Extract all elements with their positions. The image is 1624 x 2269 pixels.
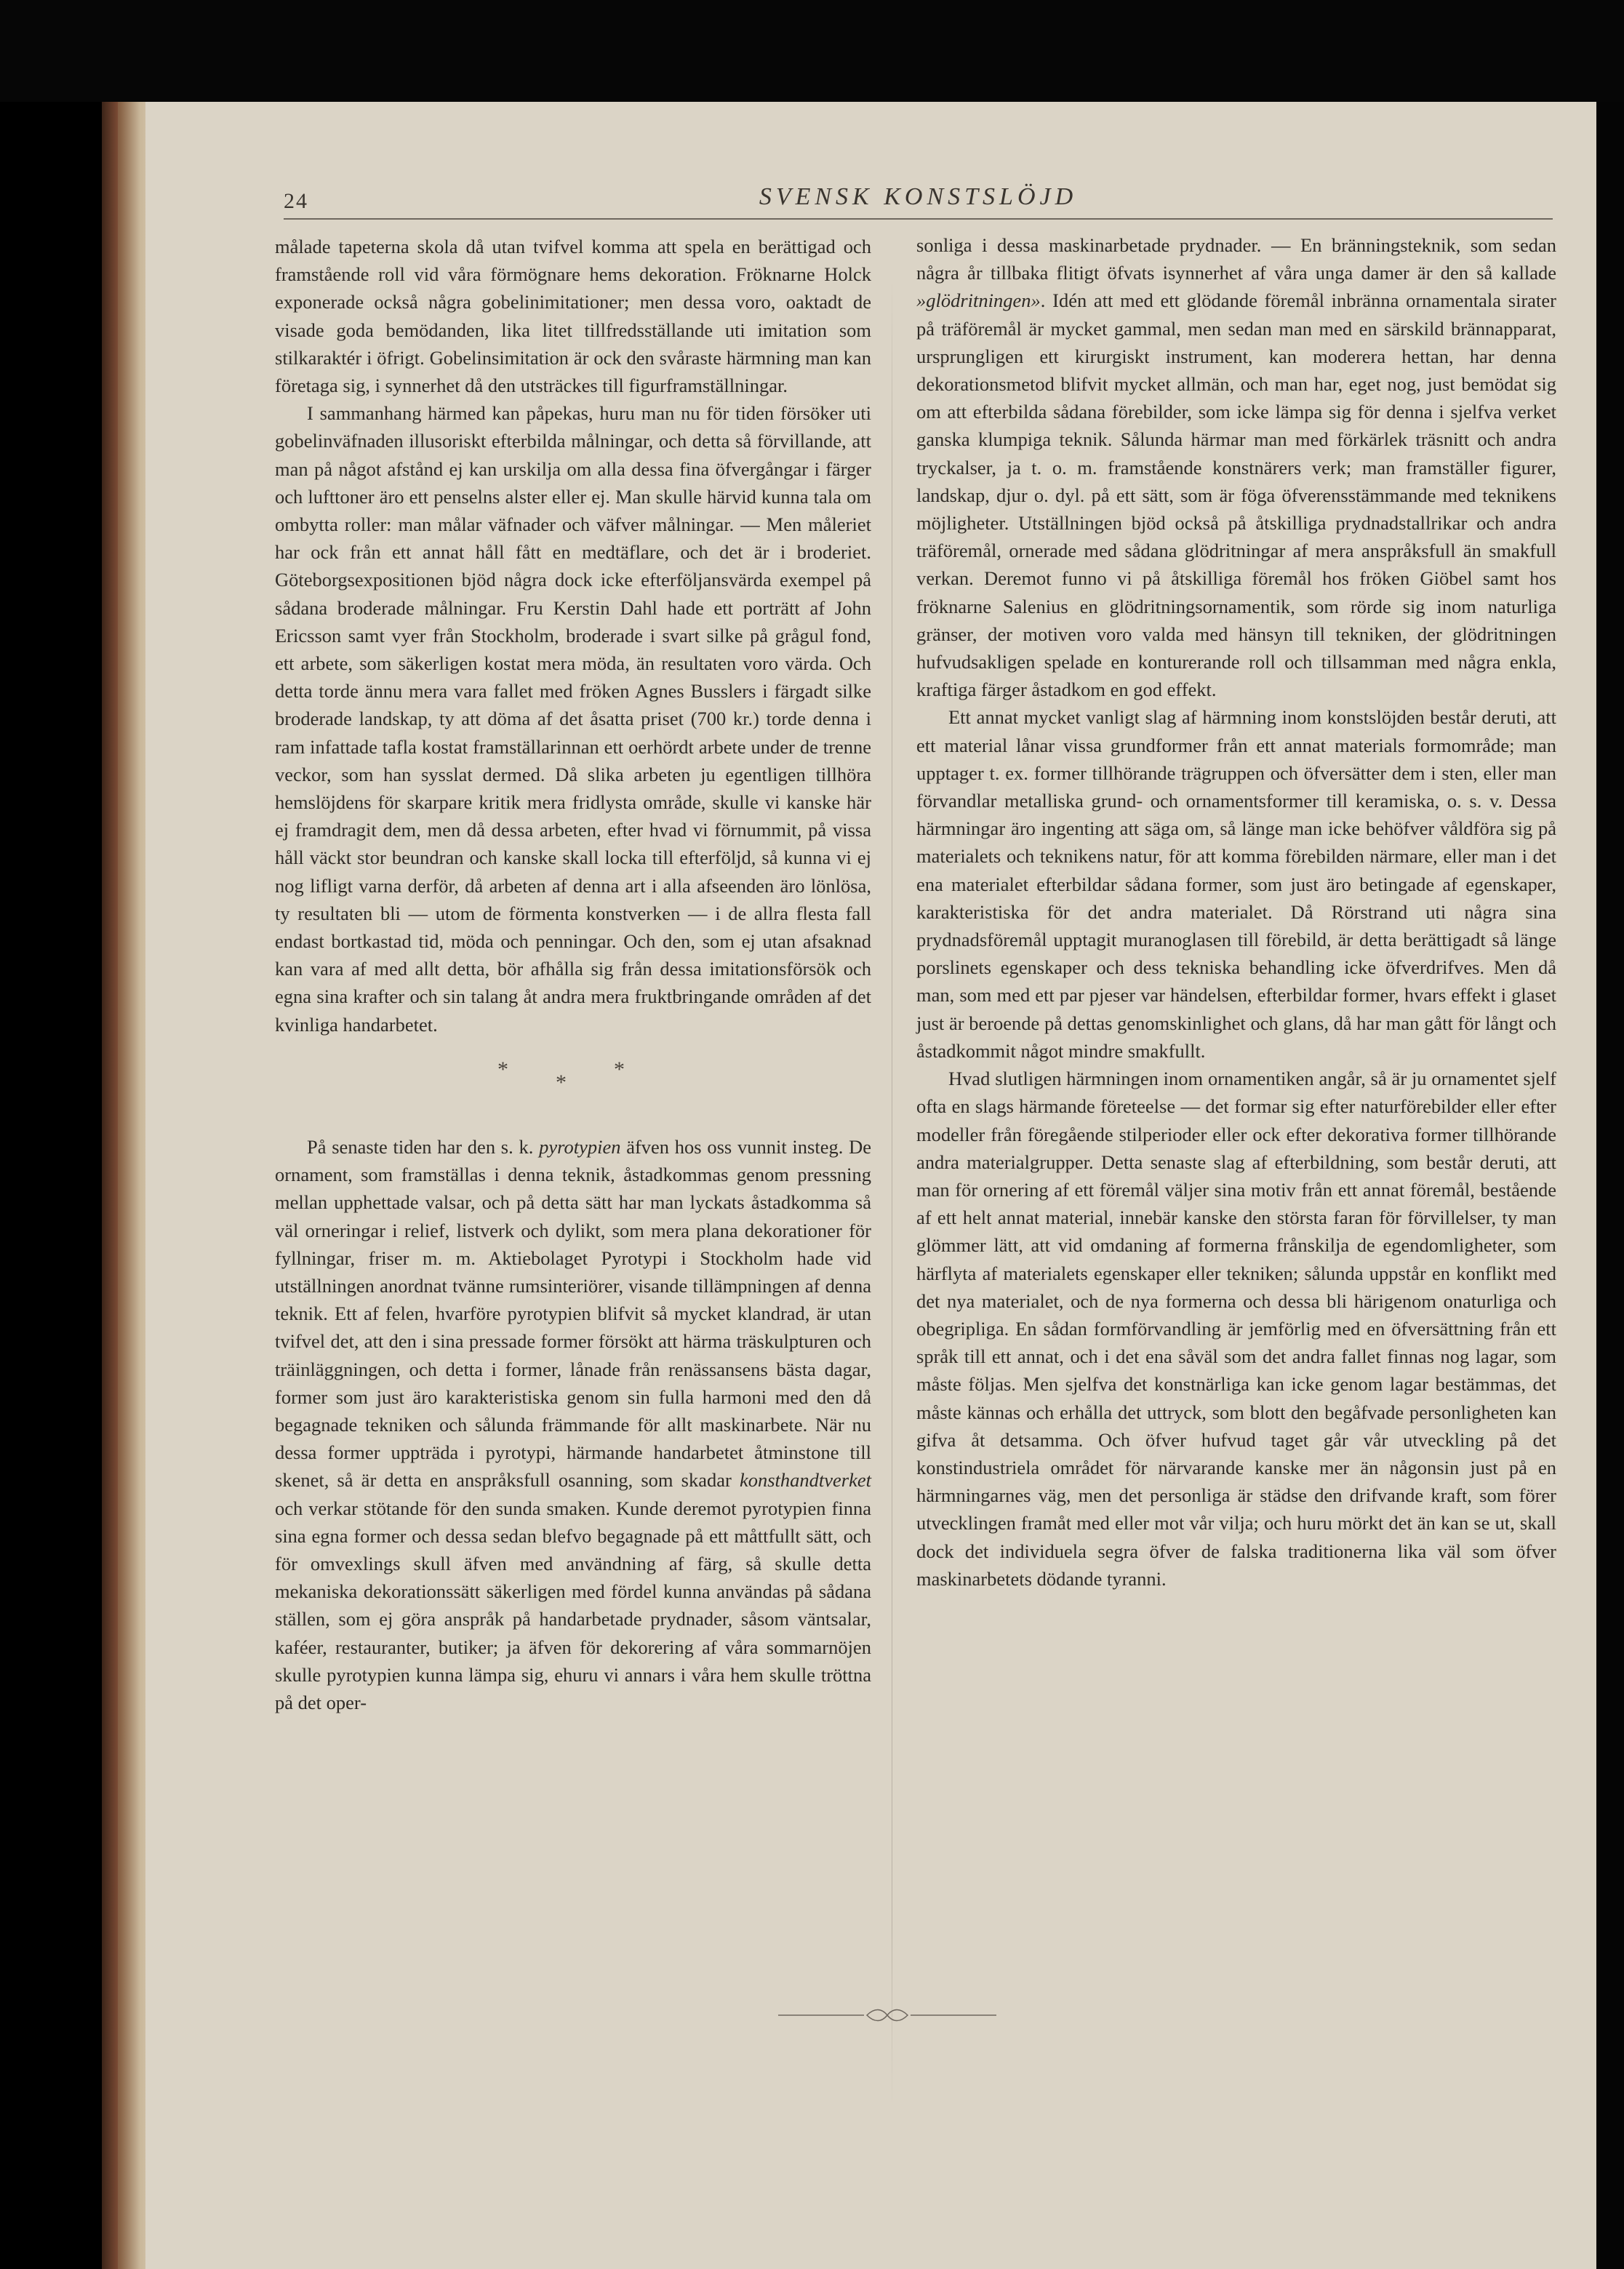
asterisk: *: [556, 1070, 567, 1095]
journal-title: SVENSK KONSTSLÖJD: [759, 183, 1078, 210]
right-paragraph-3: Hvad slutligen härmningen inom ornamentiken angår, så är ju ornamentet sjelf ofta en slags härmande företeelse — det formar sig efter naturförebilder eller efter modeller från föregående stilperioder eller ock efter dekorativa former tillhörande andra materialgrupper. Detta senaste slag af efterbildning, som består deruti, att man för ornering af ett föremål väljer sina motiv från ett annat föremål, bestående af ett helt annat material, innebär kanske den största faran för förvillelser, ty man glömmer lätt, att vid omdaning af formerna frånskilja de egendomligheter, som härflyta af materialets egenskaper eller tekniken; sålunda uppstår en konflikt med det nya materialet, och de nya formerna och dessa bli härigenom onaturliga och obegripliga. En sådan formförvandling är jemförlig med en öfversättning från ett språk till ett annat, och i det ena såväl som det andra fallet finnas nog lagar, som måste följas. Men sjelfva det konstnärliga kan icke genom lagar bestämmas, det måste kännas och erhålla det uttryck, som blott den begåfvade personligheten kan gifva åt detsamma. Och öfver hufvud taget går vår utveckling på det konstindustriela området för närvarande kanske mer än någonsin just på en härmningarnes väg, men det personliga är städse den drifvande kraft, som förer utvecklingen framåt med eller mot vår vilja; och huru mörkt det än kan se ut, skall dock det individuela segra öfver de falska traditionerna lika väl som öfver maskinarbetets dödande tyranni.: [916, 1068, 1556, 1590]
right-paragraph-2: Ett annat mycket vanligt slag af härmning inom konstslöjden består deruti, att ett material lånar vissa grundformer från ett annat materials formområde; man upptager t. ex. former tillhörande trägruppen och öfversätter dem i sten, eller man förvandlar metalliska grund- och ornamentsformer till keramiska, o. s. v. Dessa härmningar äro ingenting att säga om, så länge man icke behöfver våldföra sig på materialets och teknikens natur, för att komma förebilden närmare, eller man i det ena materialet efterbildar sådana former, som just äro betingade af egenskaper, karakteristiska för det andra materialet. Då Rörstrand uti några sina prydnadsföremål upptagit muranoglasen till förebild, är detta berättigadt så länge porslinets egenskaper och dess tekniska behandling icke öfverdrifves. Men då man, som med ett par pjeser var händelsen, efterbildar former, hvars effekt i glaset just är beroende på dettas genomskinlighet och glans, då har man gått för långt och åstadkommit något mindre smakfullt.: [916, 706, 1556, 1062]
running-header: [284, 175, 1553, 220]
asterisk: *: [497, 1057, 508, 1081]
book-binding-edge: [102, 102, 118, 2269]
asterisk: *: [614, 1057, 625, 1081]
end-ornament: [778, 2004, 996, 2026]
left-paragraph-1: målade tapeterna skola då utan tvifvel komma att spela en berättigad och framstående roll vid våra förmögnare hems dekoration. Fröknarne Holck exponerade också några gobelinimitationer; men dessa voro, oaktadt de visade goda bemödanden, lika litet tillfredsställande uti imitation som stilkaraktér i öfrigt. Gobelinsimitation är ock den svåraste härmning man kan företaga sig, i synnerhet då den utsträckes till figurframställningar.: [275, 236, 871, 397]
book-page: [145, 102, 1596, 2269]
left-paragraph-2: I sammanhang härmed kan påpekas, huru man nu för tiden försöker uti gobelinväfnaden illusoriskt efterbilda målningar, och detta så förvillande, att man på något afstånd ej kan urskilja om alla dessa fina öfvergångar i färger och lufttoner äro ett penselns alster eller ej. Man skulle härvid kunna tala om ombytta roller: man målar väfnader och väfver målningar. — Men måleriet har ock från ett annat håll fått en medtäflare, och det är i broderiet. Göteborgsexpositionen bjöd några dock icke efterföljansvärda exempel på sådana broderade målningar. Fru Kerstin Dahl hade ett porträtt af John Ericsson samt vyer från Stockholm, broderade i svart silke på grågul fond, ett arbete, som säkerligen kostat mera möda, än resultaten voro värda. Och detta torde ännu mera vara fallet med fröken Agnes Busslers i färgadt silke broderade landskap, ty att döma af det åsatta priset (700 kr.) torde denna i ram infattade tafla kostat framställarinnan ett oerhördt arbete under de trenne veckor, som han sysslat dermed. Då slika arbeten ju egentligen tillhöra hemslöjdens för skarpare kritik mera fridlysta område, skulle vi kanske här ej framdragit dem, men då dessa arbeten, efter hvad vi förnummit, på vissa håll väckt stor beundran och kanske skall locka till efterföljd, så kunna vi ej nog lifligt varna derför, då arbeten af denna art i alla afseenden äro lönlösa, ty resultaten bli — utom de förmenta konstverken — i de allra flesta fall endast bortkastad tid, möda och penningar. Och den, som ej utan afsaknad kan vara af med allt detta, bör afhålla sig från dessa imitationsförsök och egna sina krafter och sin talang åt andra mera fruktbringande områden af det kvinliga handarbetet.: [275, 402, 871, 1036]
text-run: och verkar stötande för den sunda smaken. Kunde deremot pyrotypien finna sina egna former och dessa sedan blefvo begagnade på ett måttfullt sätt, och för omvexlings skull äfven med användning af färg, så skulle detta mekaniska dekorationssätt säkerligen med fördel kunna användas på sådana ställen, som ej göra anspråk på handarbetade prydnader, såsom väntsalar, kaféer, restauranter, butiker; ja äfven för dekorering af våra sommarnöjen skulle pyrotypien kunna lämpa sig, ehuru vi annars i våra hem skulle tröttna på det oper-: [275, 1497, 871, 1713]
section-divider-asterisks: [275, 1039, 871, 1108]
left-paragraph-3: [275, 1133, 871, 1716]
text-run: På senaste tiden har den s. k.: [307, 1135, 540, 1158]
scan-background-right: [1596, 102, 1624, 2269]
text-run: sonliga i dessa maskinarbetade prydnader. — En bränningsteknik, som sedan några år tillbaka flitigt öfvats isynnerhet af våra unga damer är den så kallade: [916, 234, 1556, 284]
right-paragraph-1: [916, 231, 1556, 703]
page-number: 24: [284, 189, 308, 213]
text-run: äfven hos oss vunnit insteg. De ornament, som framställas i denna teknik, åstadkommas genom pressning mellan upphettade valsar, och på detta sätt har man lyckats åstadkomma så väl orneringar i relief, listverk och dylikt, som mera plana dekorationer för fyllningar, friser m. m. Aktiebolaget Pyrotypi i Stockholm hade vid utställningen anordnat tvänne rumsinteriörer, visande tillämpningen af denna teknik. Ett af felen, hvarföre pyrotypien blifvit så mycket klandrad, är utan tvifvel det, att den i sina pressade former försökt att härma träskulpturen och träinläggningen, och detta i former, lånade från renässansens bästa dagar, former som just äro karakteristiska genom sin fulla harmoni med den då begagnade tekniken och sålunda främmande för allt maskinarbete. När nu dessa former uppträda i pyrotypi, härmande handarbetet åtminstone till skenet, så är detta en anspråksfull osanning, som skadar: [275, 1135, 871, 1492]
left-column: [275, 233, 871, 1716]
italic-term: konsthandtverket: [739, 1469, 871, 1492]
text-run: . Idén att med ett glödande föremål inbränna ornamentala sirater på träföremål är mycket gammal, men sedan man med en särskild brännapparat, ursprungligen ett kirurgiskt instrument, kan moderera hettan, har denna dekorationsmetod blifvit mycket allmän, och man har, eget nog, just bemödat sig om att efterbilda sådana förebilder, som icke lämpa sig för denna i sjelfva verket ganska klumpiga teknik. Sålunda härmar man med förkärlek träsnitt och andra tryckalser, ja t. o. m. framstående konstnärers verk; man framställer figurer, landskap, djur o. dyl. på ett sätt, som är föga öfverensstämmande med teknikens möjligheter. Utställningen bjöd också på åtskilliga prydnadstallrikar och andra träföremål, ornerade med sådana glödritningar af mera anspråksfull än smakfull verkan. Deremot funno vi på åtskilliga föremål hos fröken Giöbel samt hos fröknarne Salenius en glödritningsornamentik, som rörde sig inom naturliga gränser, der motiven voro valda med hänsyn till tekniken, der glödritningen hufvudsakligen spelade en konturerande roll och tillsamman med några enkla, kraftiga färger åstadkom en god effekt.: [916, 289, 1556, 701]
italic-term: pyrotypien: [539, 1135, 621, 1158]
scan-background-top: [0, 0, 1624, 102]
right-column: [916, 231, 1556, 1593]
italic-term: »glödritningen»: [916, 289, 1041, 312]
